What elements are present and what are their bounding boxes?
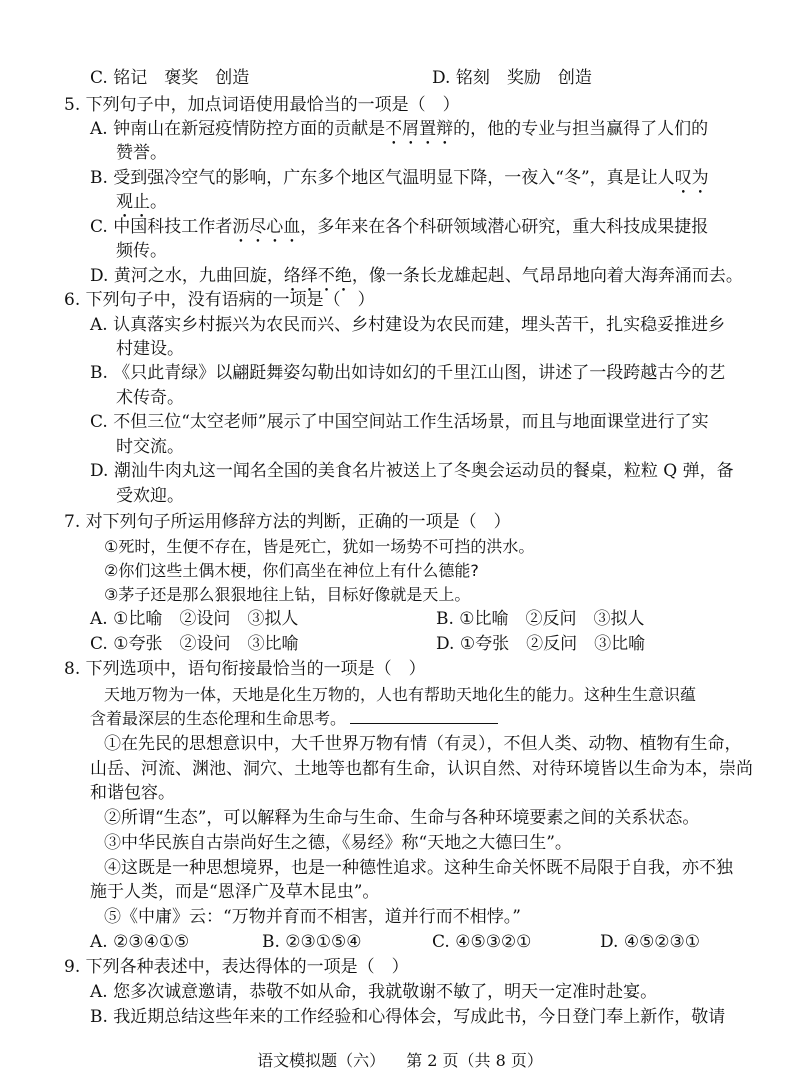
q9-stem: 9. 下列各种表述中，表达得体的一项是（ ） [64, 957, 409, 977]
q7-sentence-3: ③茅子还是那么狠狠地往上钻，目标好像就是天上。 [104, 585, 471, 604]
q8-option-a: A. ②③④①⑤ [90, 932, 190, 952]
q8-option-c: C. ④⑤③②① [432, 932, 532, 952]
q5-option-b-cont: 观止。 [116, 192, 167, 212]
q7-option-d: D. ①夸张 ②反问 ③比喻 [436, 634, 646, 654]
q6-option-c: C. 不但三位“太空老师”展示了中国空间站工作生活场景，而且与地面课堂进行了实 [90, 412, 709, 432]
q8-item-5: ⑤《中庸》云：“万物并育而不相害，道并行而不相悖。” [104, 907, 521, 927]
page-footer [0, 1048, 800, 1071]
q8-option-d: D. ④⑤②③① [600, 932, 701, 952]
q8-passage-line-2: 含着最深层的生态伦理和生命思考。 [90, 708, 498, 730]
q7-option-c: C. ①夸张 ②设问 ③比喻 [90, 634, 299, 654]
q6-option-a-cont: 村建设。 [116, 339, 184, 359]
q5-stem: 5. 下列句子中，加点词语使用最恰当的一项是（ ） [64, 95, 460, 115]
q7-option-b: B. ①比喻 ②反问 ③拟人 [436, 609, 645, 629]
q6-option-b-cont: 术传奇。 [116, 388, 184, 408]
q8-item-1-cont2: 和谐包容。 [90, 783, 175, 803]
q8-passage-line-1: 天地万物为一体，天地是化生万物的，人也有帮助天地化生的能力。这种生生意识蕴 [104, 685, 697, 704]
q5-option-b: B. 受到强冷空气的影响，广东多个地区气温明显下降，一夜入“冬”，真是让人叹为 [90, 168, 709, 188]
q7-sentence-1: ①死时，生便不存在，皆是死亡，犹如一场势不可挡的洪水。 [104, 537, 535, 556]
q6-option-c-cont: 时交流。 [116, 437, 184, 457]
q7-option-a: A. ①比喻 ②设问 ③拟人 [90, 609, 299, 629]
q8-item-3: ③中华民族自古崇尚好生之德，《易经》称“天地之大德曰生”。 [104, 833, 572, 853]
q8-option-b: B. ②③①⑤④ [262, 932, 362, 952]
q9-option-a: A. 您多次诚意邀请，恭敬不如从命，我就敬谢不敏了，明天一定准时赴宴。 [90, 982, 658, 1002]
q7-stem: 7. 对下列句子所运用修辞方法的判断，正确的一项是（ ） [64, 512, 511, 532]
q4-option-c: C. 铭记 褒奖 创造 [90, 68, 250, 88]
q6-option-b: B. 《只此青绿》以翩跹舞姿勾勒出如诗如幻的千里江山图，讲述了一段跨越古今的艺 [90, 363, 726, 383]
footer-page-number: 第 2 页（共 8 页） [406, 1051, 543, 1070]
q8-item-2: ②所谓“生态”，可以解释为生命与生命、生命与各种环境要素之间的关系状态。 [104, 808, 700, 828]
q6-option-d: D. 潮汕牛肉丸这一闻名全国的美食名片被送上了冬奥会运动员的餐桌，粒粒 Q 弹，备 [90, 461, 734, 481]
q5-option-d: D. 黄河之水，九曲回旋，络绎不绝，像一条长龙雄起赳、气昂昂地向着大海奔涌而去。 [90, 266, 743, 286]
q5-option-c: C. 中国科技工作者沥尽心血，多年来在各个科研领域潜心研究，重大科技成果捷报 [90, 217, 709, 237]
q7-sentence-2: ②你们这些土偶木梗，你们高坐在神位上有什么德能? [104, 561, 479, 580]
q8-item-4: ④这既是一种思想境界，也是一种德性追求。这种生命关怀既不局限于自我，亦不独 [104, 858, 733, 878]
q5-option-a-cont: 赞誉。 [116, 143, 167, 163]
q9-option-b: B. 我近期总结这些年来的工作经验和心得体会，写成此书，今日登门奉上新作，敬请 [90, 1007, 726, 1027]
q8-stem: 8. 下列选项中，语句衔接最恰当的一项是（ ） [64, 659, 426, 679]
q6-option-a: A. 认真落实乡村振兴为农民而兴、乡村建设为农民而建，埋头苦干，扎实稳妥推进乡 [90, 315, 726, 335]
q5-option-a: A. 钟南山在新冠疫情防控方面的贡献是不屑置辩的，他的专业与担当赢得了人们的 [90, 119, 709, 139]
q6-option-d-cont: 受欢迎。 [116, 486, 184, 506]
footer-title: 语文模拟题（六） [257, 1051, 386, 1070]
q8-item-1: ①在先民的思想意识中，大千世界万物有情（有灵），不但人类、动物、植物有生命， [104, 734, 742, 754]
q5-option-c-cont: 频传。 [116, 241, 167, 261]
q8-item-1-cont: 山岳、河流、渊池、洞穴、土地等也都有生命，认识自然、对待环境皆以生命为本，崇尚 [90, 759, 753, 779]
q6-stem: 6. 下列句子中，没有语病的一项是（ ） [64, 290, 375, 310]
q4-option-d: D. 铭刻 奖励 创造 [432, 68, 592, 88]
q8-item-4-cont: 施于人类，而是“恩泽广及草木昆虫”。 [90, 882, 380, 902]
answer-blank [350, 709, 498, 724]
